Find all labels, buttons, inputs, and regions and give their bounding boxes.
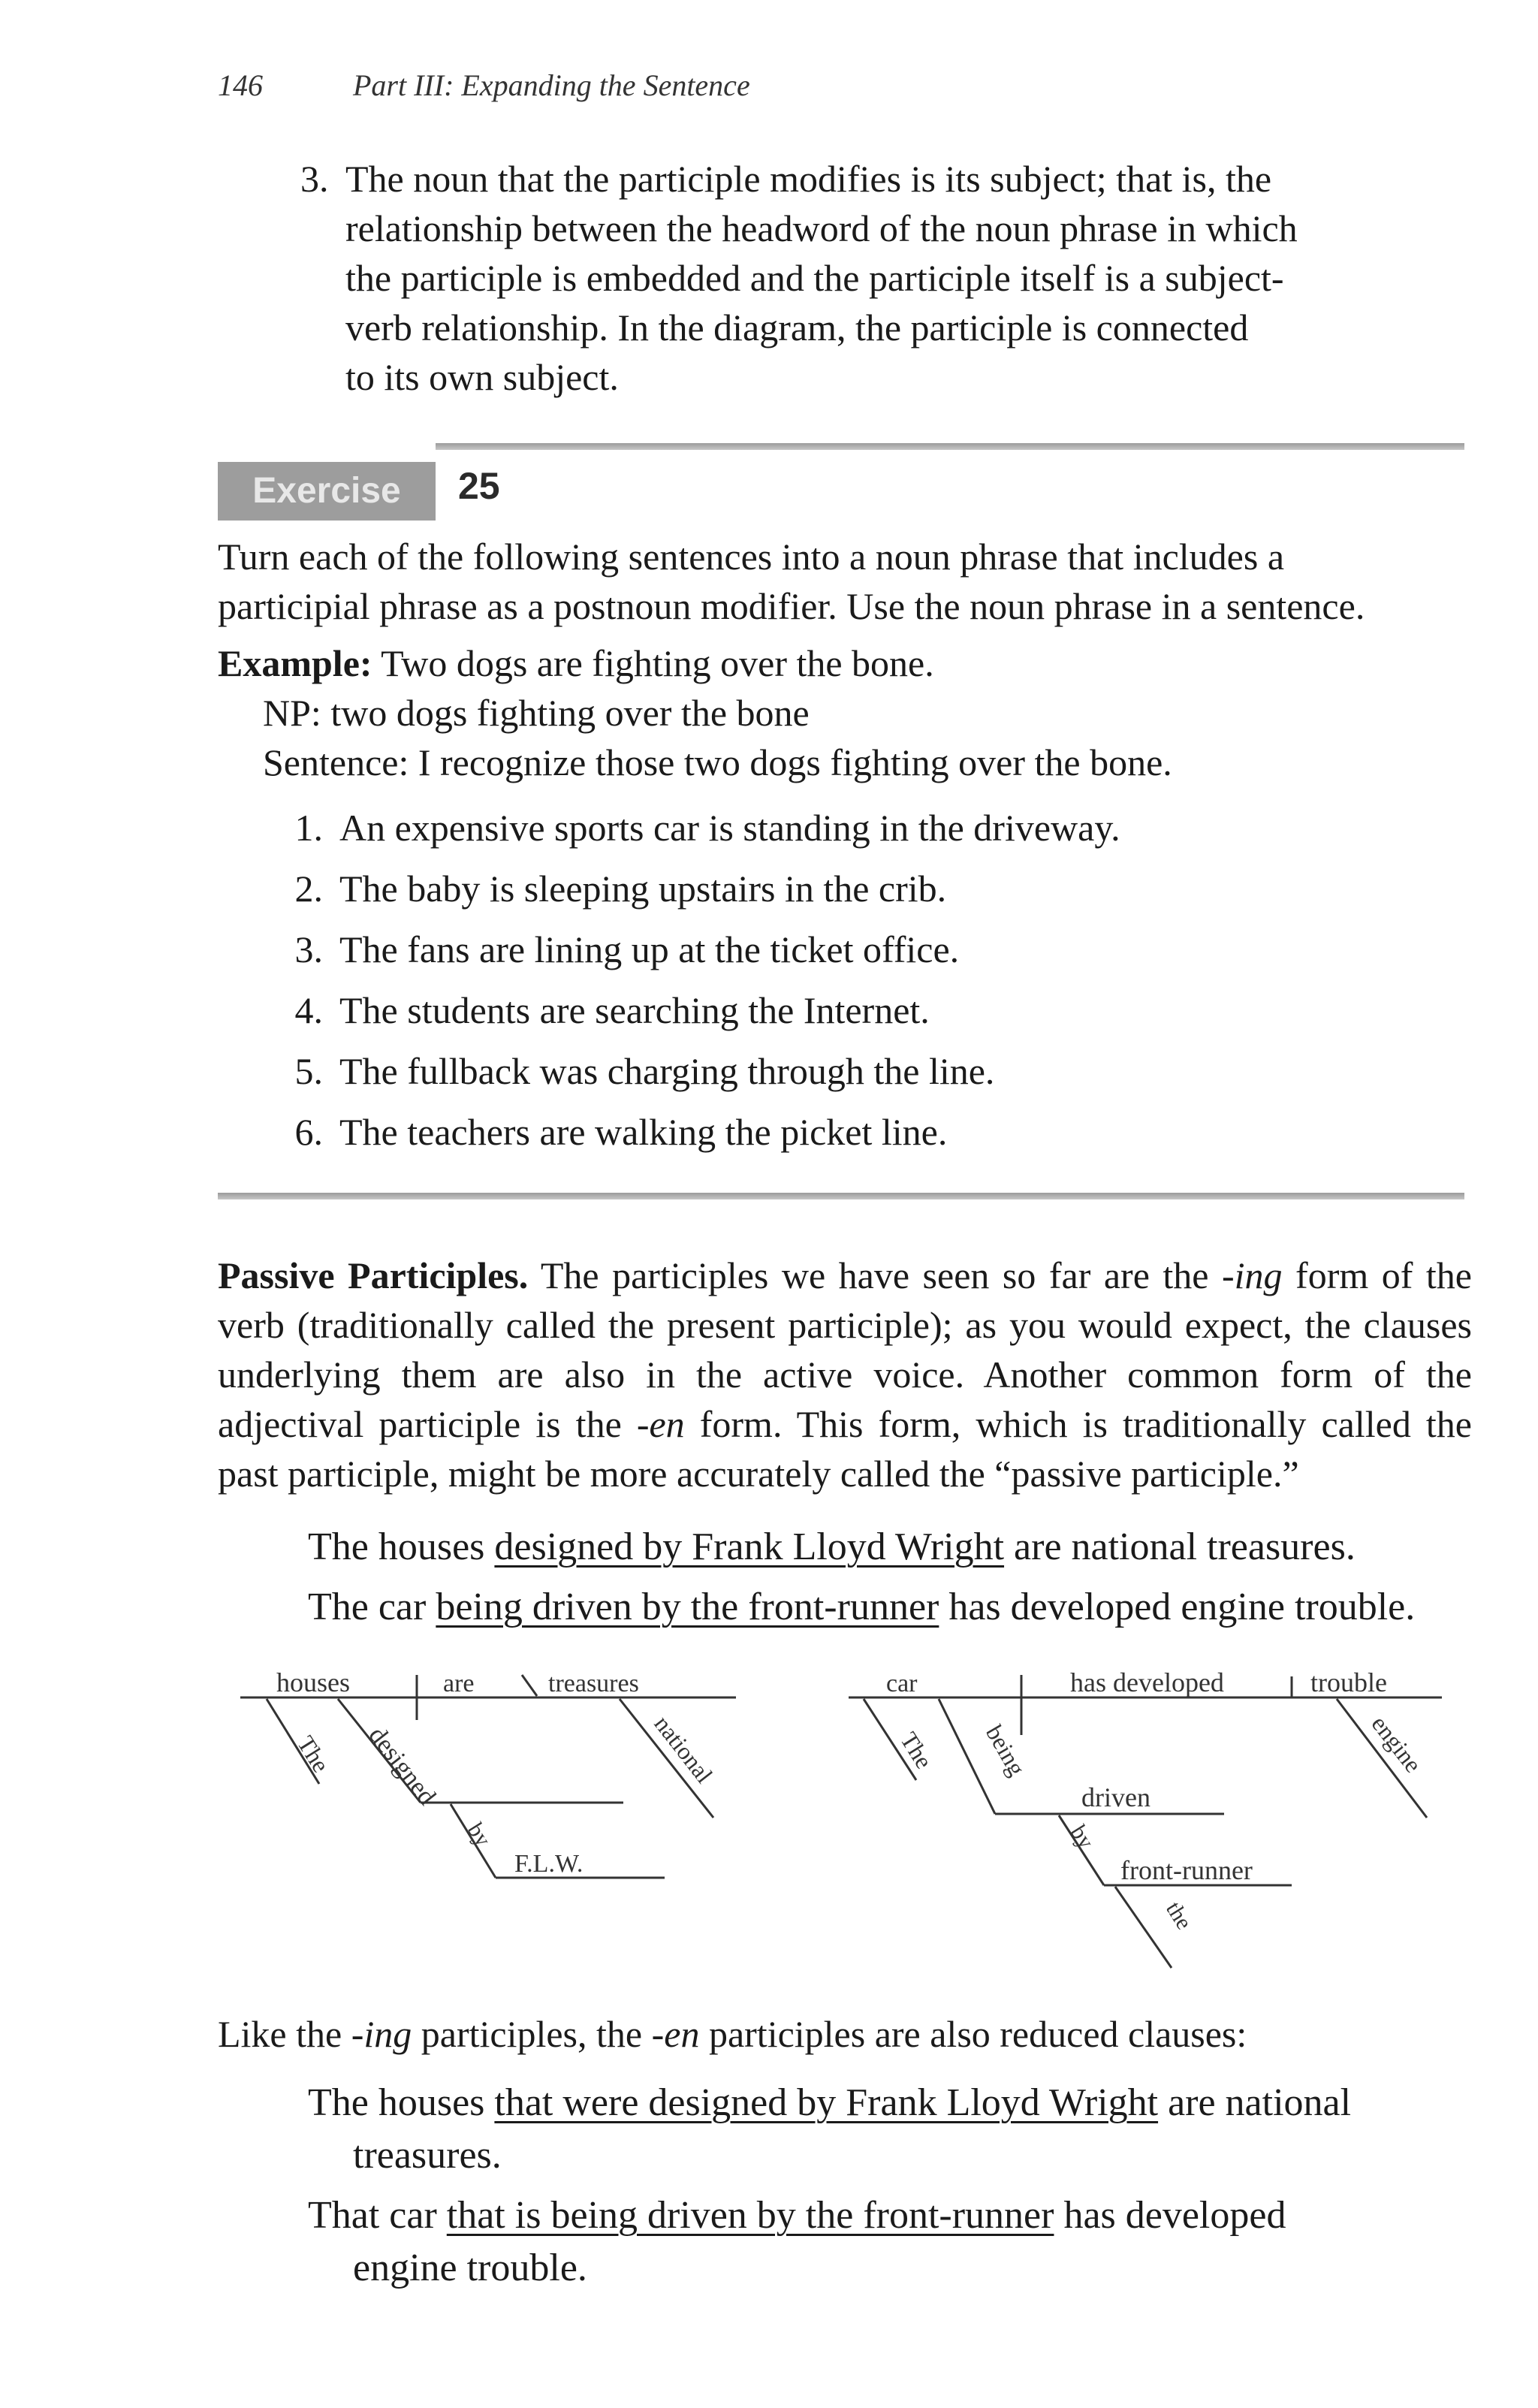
list-item (263, 1102, 1472, 1163)
underlined-phrase: that is being driven by the front-runner (446, 2194, 1054, 2237)
item-number: 1. (294, 807, 323, 849)
item-text: The fans are lining up at the ticket office. (339, 928, 960, 970)
para-text: The participles we have seen so far are the (528, 1254, 1222, 1296)
diagram-word: trouble (1310, 1667, 1387, 1697)
diagram-word: houses (276, 1667, 350, 1697)
para-italic: -en (651, 2013, 700, 2055)
reduced-sentence-1-cont: treasures. (353, 2134, 502, 2177)
para-text: participles are also reduced clauses: (699, 2013, 1247, 2055)
diagram-word: engine (1366, 1710, 1428, 1778)
sentence-text: The car (308, 1586, 436, 1628)
diagram-word: are (443, 1670, 475, 1697)
sentence-text: are national (1158, 2081, 1352, 2124)
exercise-top-rule (436, 443, 1464, 450)
np-line (218, 688, 1472, 738)
para-text: participles, the (412, 2013, 652, 2055)
para-italic: -ing (351, 2013, 412, 2055)
reduced-sentence-2 (308, 2189, 1286, 2242)
exercise-number: 25 (458, 465, 500, 507)
diagram-word: being (980, 1720, 1031, 1781)
running-header (218, 68, 750, 103)
list-item (263, 1041, 1472, 1102)
text-line: the participle is embedded and the participle itself is a subject- (345, 257, 1284, 299)
sentence-text: has developed (1054, 2194, 1286, 2237)
text-line: verb relationship. In the diagram, the participle is connected (345, 306, 1249, 349)
diagram-word: driven (1081, 1782, 1150, 1812)
diagram-word: designed (363, 1722, 442, 1811)
list-item (263, 919, 1472, 980)
list-item (263, 980, 1472, 1041)
exercise-bottom-rule (218, 1193, 1464, 1199)
item-text: The teachers are walking the picket line. (339, 1111, 948, 1153)
sentence-line (218, 738, 1472, 787)
diagram-complement-divider (522, 1675, 537, 1696)
exercise-list (218, 798, 1472, 1163)
diagram-word: treasures (548, 1670, 639, 1697)
item-number: 3. (294, 928, 323, 970)
diagram-word: F.L.W. (514, 1850, 584, 1878)
diagram-word: has developed (1070, 1667, 1224, 1697)
item-text: The students are searching the Internet. (339, 989, 930, 1031)
instructions-line: Turn each of the following sentences into a noun phrase that includes a (218, 536, 1285, 578)
example-sentence-1 (308, 1521, 1356, 1574)
diagram-word: the (1161, 1897, 1197, 1934)
sentence-text: I recognize those two dogs fighting over the bone. (418, 741, 1172, 783)
list-item (263, 798, 1472, 858)
sentence-text: That car (308, 2194, 447, 2237)
item-number: 4. (294, 989, 323, 1031)
diagram-word: by (463, 1818, 496, 1851)
example-line (218, 638, 1472, 688)
example-text: Two dogs are fighting over the bone. (381, 642, 934, 684)
para-italic: -en (636, 1403, 685, 1445)
underlined-phrase: that were designed by Frank Lloyd Wright (494, 2081, 1159, 2124)
reduced-clauses-intro (218, 2009, 1247, 2059)
diagram-word: car (886, 1670, 918, 1697)
example-sentence-2 (308, 1581, 1415, 1634)
running-title: Part III: Expanding the Sentence (353, 68, 750, 102)
sentence-diagram-car (841, 1660, 1464, 1975)
para-italic: -ing (1222, 1254, 1283, 1296)
item-text: The fullback was charging through the line. (339, 1050, 995, 1092)
section-heading: Passive Participles. (218, 1254, 529, 1296)
diagram-word: The (895, 1727, 938, 1773)
diagram-word: front-runner (1120, 1855, 1253, 1885)
page-number: 146 (218, 68, 263, 102)
exercise-content (218, 532, 1472, 1163)
sentence-text: are national treasures. (1004, 1525, 1356, 1568)
item-text: The baby is sleeping upstairs in the crib. (339, 868, 947, 910)
sentence-label: Sentence: (263, 741, 409, 783)
exercise-label: Exercise (218, 462, 436, 521)
instructions-line: participial phrase as a postnoun modifier. Use the noun phrase in a sentence. (218, 585, 1365, 627)
sentence-text: The houses (308, 2081, 495, 2124)
reduced-sentence-2-cont: engine trouble. (353, 2247, 587, 2289)
diagram-word: The (292, 1731, 335, 1777)
np-text: two dogs fighting over the bone (330, 692, 810, 734)
sentence-text: has developed engine trouble. (939, 1586, 1416, 1628)
np-label: NP: (263, 692, 321, 734)
diagram-word: national (649, 1710, 719, 1788)
underlined-phrase: designed by Frank Lloyd Wright (494, 1525, 1005, 1568)
item-number: 3. (300, 158, 329, 200)
example-label: Example: (218, 642, 372, 684)
sentence-diagram-houses (225, 1660, 751, 1915)
item-number: 2. (294, 868, 323, 910)
para-text: form. This form, which is traditionally called the past participle, might be more accurately called the “passive participle.” (218, 1403, 1472, 1495)
sentence-text: The houses (308, 1525, 495, 1568)
item-number: 6. (294, 1111, 323, 1153)
reduced-sentence-1 (308, 2077, 1351, 2129)
passive-participles-paragraph (218, 1251, 1472, 1498)
para-text: Like the (218, 2013, 351, 2055)
para-text: form of the verb (traditionally called the present participle); as you would expect, the clauses underlying them are also in the active voice. Another common form of the adjectival participle is the (218, 1254, 1472, 1445)
underlined-phrase: being driven by the front-runner (436, 1586, 939, 1628)
item-number: 5. (294, 1050, 323, 1092)
text-line: to its own subject. (345, 356, 619, 398)
text-line: relationship between the headword of the noun phrase in which (345, 207, 1298, 249)
list-item (263, 858, 1472, 919)
diagram-prep-det-line (1115, 1887, 1172, 1968)
diagram-word: by (1066, 1821, 1099, 1854)
text-line: The noun that the participle modifies is its subject; that is, the (345, 158, 1272, 200)
diagram-participle-slant (939, 1699, 995, 1814)
item-text: An expensive sports car is standing in the driveway. (339, 807, 1120, 849)
